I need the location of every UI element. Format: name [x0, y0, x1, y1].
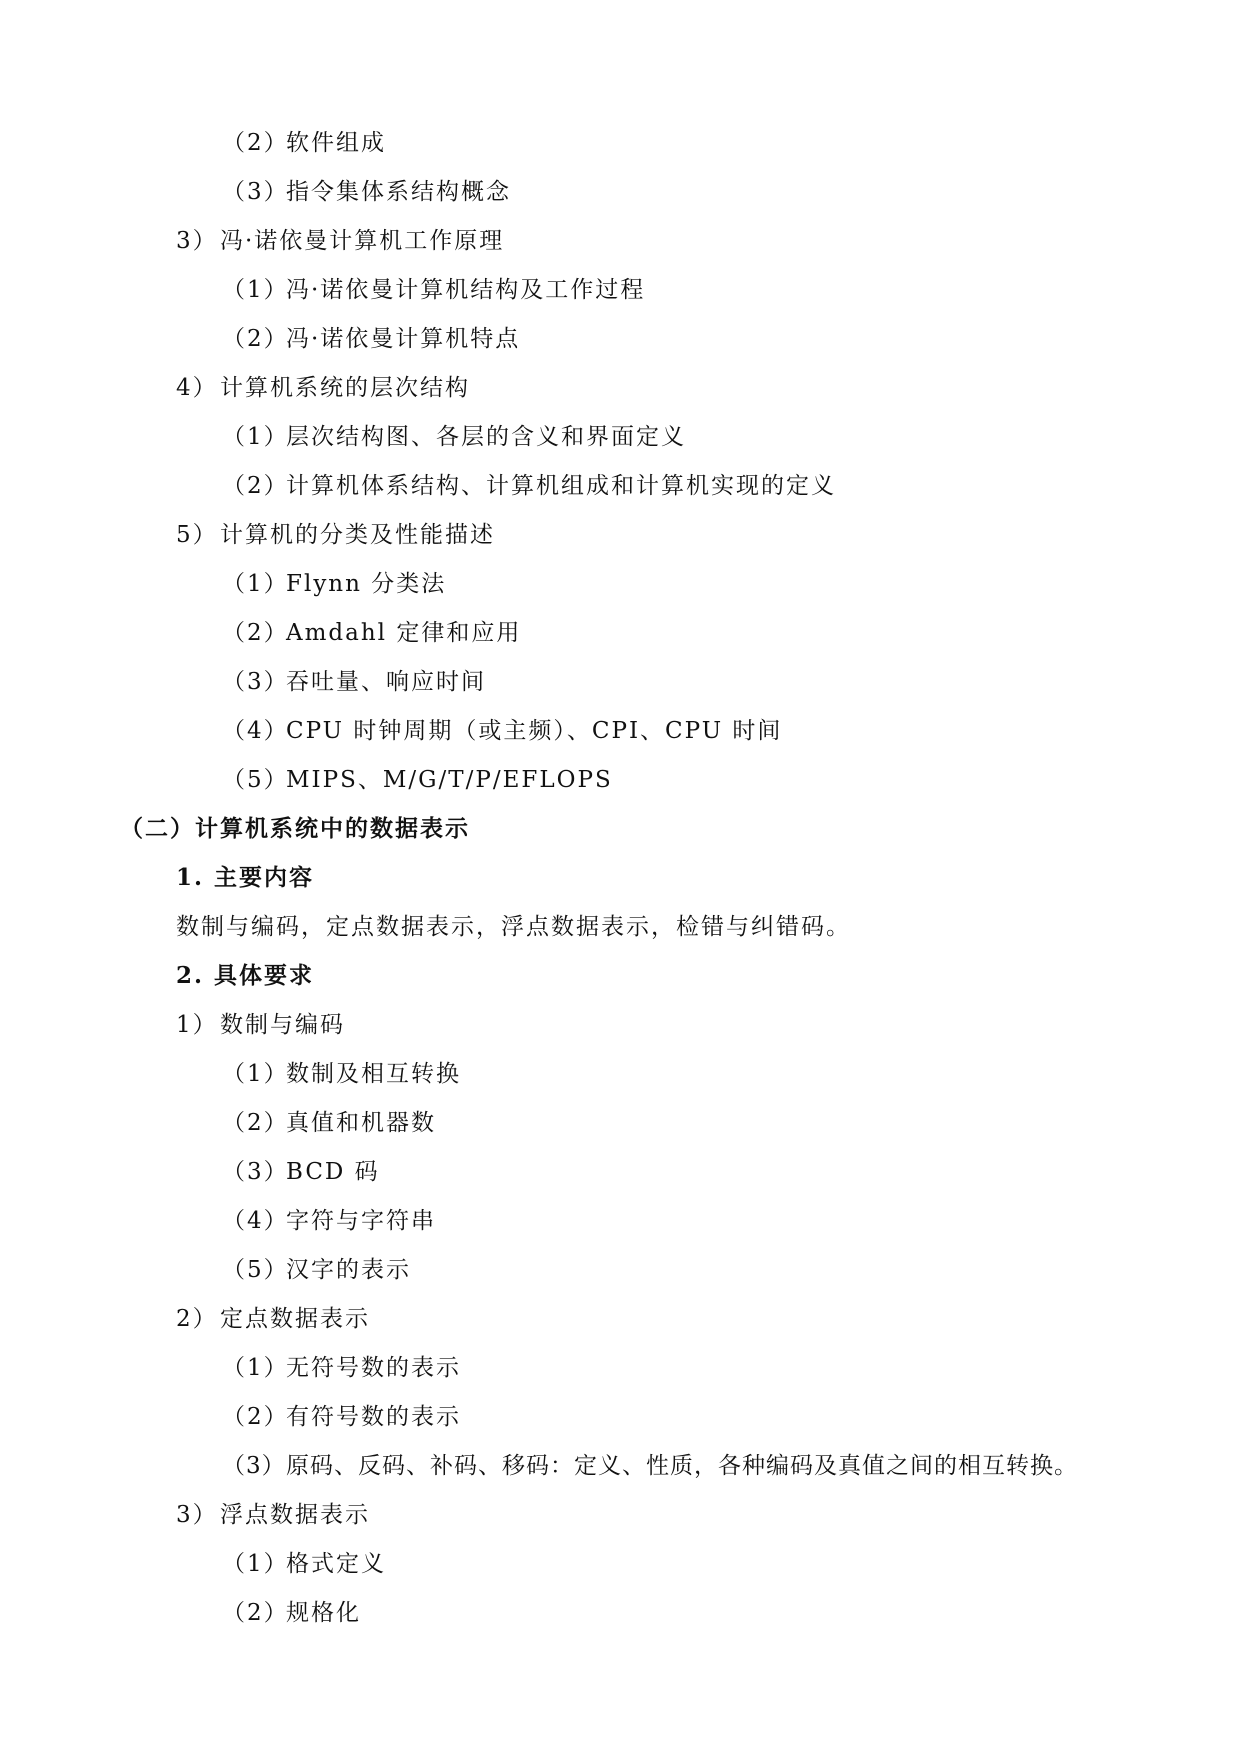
item-number: （3） [222, 1453, 286, 1479]
list-item [222, 471, 836, 501]
item-number: （2） [222, 1404, 289, 1430]
item-number: 3） [176, 1502, 218, 1528]
item-text: 原码、反码、补码、移码：定义、性质，各种编码及真值之间的相互转换。 [286, 1453, 1078, 1479]
item-text: 吞吐量、响应时间 [286, 669, 486, 695]
item-number: （4） [222, 718, 289, 744]
item-text: 数制与编码 [220, 1012, 345, 1038]
list-item [222, 1353, 461, 1383]
item-text: 有符号数的表示 [286, 1404, 461, 1430]
item-text: 冯·诺依曼计算机结构及工作过程 [286, 277, 646, 303]
item-text: 汉字的表示 [286, 1257, 411, 1283]
item-number: （2） [222, 1600, 289, 1626]
item-number: 1） [176, 1012, 218, 1038]
list-item [176, 520, 495, 550]
list-item [222, 324, 520, 354]
list-item [222, 569, 446, 599]
item-number: 2） [176, 1306, 218, 1332]
item-number: （2） [222, 1110, 289, 1136]
item-text: 无符号数的表示 [286, 1355, 461, 1381]
item-text: BCD 码 [286, 1159, 380, 1185]
item-text: 层次结构图、各层的含义和界面定义 [286, 424, 686, 450]
list-item [176, 1010, 345, 1040]
list-item [222, 716, 782, 746]
list-item [222, 667, 486, 697]
section-heading: （二）计算机系统中的数据表示 [120, 815, 470, 842]
item-number: （3） [222, 1159, 289, 1185]
item-number: （3） [222, 669, 289, 695]
item-number: （2） [222, 620, 289, 646]
list-item [222, 1206, 436, 1236]
item-text: 冯·诺依曼计算机工作原理 [220, 228, 505, 254]
item-number: （1） [222, 571, 289, 597]
item-text: 计算机系统的层次结构 [220, 375, 470, 401]
item-text: 定点数据表示 [220, 1306, 370, 1332]
list-item [176, 1500, 370, 1530]
list-item [222, 765, 613, 795]
item-text: 浮点数据表示 [220, 1502, 370, 1528]
list-item [222, 1598, 361, 1628]
list-item [222, 1108, 436, 1138]
item-number: （1） [222, 1061, 289, 1087]
item-text: Flynn 分类法 [286, 571, 447, 597]
list-item [222, 618, 521, 648]
list-item [222, 1157, 380, 1187]
item-text: 格式定义 [286, 1551, 386, 1577]
item-number: 3） [176, 228, 218, 254]
item-text: CPU 时钟周期（或主频）、CPI、CPU 时间 [286, 718, 783, 744]
list-item [222, 275, 645, 305]
item-number: （1） [222, 277, 289, 303]
item-text: 字符与字符串 [286, 1208, 436, 1234]
item-number: （5） [222, 767, 289, 793]
list-item [222, 128, 386, 158]
item-number: 4） [176, 375, 218, 401]
item-text: 规格化 [286, 1600, 361, 1626]
list-item [176, 1304, 370, 1334]
item-text: MIPS、M/G/T/P/EFLOPS [286, 767, 613, 793]
item-text: 计算机的分类及性能描述 [220, 522, 495, 548]
item-number: （2） [222, 473, 289, 499]
list-item [222, 1255, 411, 1285]
item-text: Amdahl 定律和应用 [286, 620, 522, 646]
item-text: 软件组成 [286, 130, 386, 156]
item-number: （5） [222, 1257, 289, 1283]
item-text: 指令集体系结构概念 [286, 179, 511, 205]
list-item [222, 1549, 386, 1579]
item-text: 真值和机器数 [286, 1110, 436, 1136]
item-number: （4） [222, 1208, 289, 1234]
list-item [222, 1402, 461, 1432]
item-number: （3） [222, 179, 289, 205]
item-number: （1） [222, 424, 289, 450]
subsection-heading: 2. 具体要求 [176, 962, 315, 989]
item-number: 5） [176, 522, 218, 548]
list-item [222, 422, 686, 452]
item-text: 计算机体系结构、计算机组成和计算机实现的定义 [286, 473, 836, 499]
list-item [222, 177, 511, 207]
item-text: 数制及相互转换 [286, 1061, 461, 1087]
paragraph: 数制与编码，定点数据表示，浮点数据表示，检错与纠错码。 [176, 914, 851, 940]
list-item [176, 373, 470, 403]
list-item [222, 1451, 1078, 1481]
list-item [222, 1059, 461, 1089]
item-number: （2） [222, 326, 289, 352]
list-item [176, 226, 504, 256]
subsection-heading: 1. 主要内容 [176, 864, 315, 891]
item-text: 冯·诺依曼计算机特点 [286, 326, 521, 352]
item-number: （1） [222, 1355, 289, 1381]
item-number: （1） [222, 1551, 289, 1577]
item-number: （2） [222, 130, 289, 156]
